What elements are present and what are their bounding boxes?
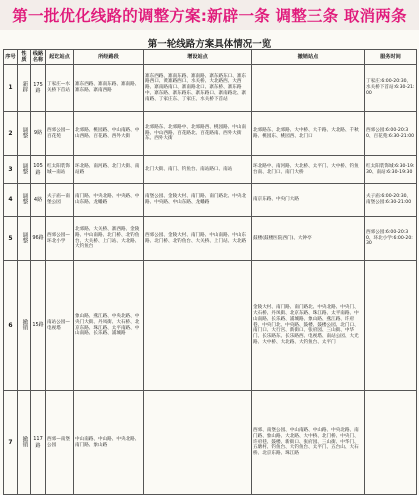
row-type xyxy=(18,261,31,391)
headline: 第一批优化线路的调整方案:新辟一条 调整三条 取消两条 xyxy=(12,7,407,25)
row-removed-stops: 北郊路东、北郊路、大中桥、大千路、大北路、千秋路、桃园东、桃园西、北门口 xyxy=(252,112,365,156)
row-no: 1 xyxy=(4,65,18,112)
row-no: 4 xyxy=(4,184,18,217)
header-endpoints: 起讫站点 xyxy=(46,50,74,65)
row-endpoints: 西郊公园—百花苑 xyxy=(46,112,74,156)
header-service-time: 服务时间 xyxy=(365,50,417,65)
row-type-text: 调整 xyxy=(21,162,28,174)
header-line: 线路名称 xyxy=(31,50,46,65)
table-header-row xyxy=(4,50,417,65)
row-type-text: 调整 xyxy=(21,126,28,138)
row-added-stops xyxy=(144,261,252,391)
table-row xyxy=(4,65,417,112)
row-type xyxy=(18,156,31,184)
table-title: 第一轮线路方案具体情况一览 xyxy=(147,39,272,50)
row-type-text: 撤销 xyxy=(21,318,28,330)
row-line: 4路 xyxy=(31,184,46,217)
table-row xyxy=(4,391,417,495)
row-route: 北郊路、桃园路、中山南路、中山西路、百花路、西外大街 xyxy=(74,112,144,156)
header-removed-stops: 撤销站点 xyxy=(252,50,365,65)
row-route: 环北路、南河路、北门大街、南站路 xyxy=(74,156,144,184)
row-type-text: 撤销 xyxy=(21,435,28,447)
header-added-stops: 增设站点 xyxy=(144,50,252,65)
row-line: 15路 xyxy=(31,261,46,391)
row-endpoints: 红太阳装饰城—南站 xyxy=(46,156,74,184)
headline-banner xyxy=(0,0,419,30)
row-removed-stops: 西郊、南堡公园、中山南路、中山路、中央北路、南门路、象山路、大北路、大中桥、北门桥、中央门、许府巷、鼓楼、新街口、张府园、三山街、中华门、五塘村、钓鱼台、大钓鱼台、太平门、五台山、大石桥、北京东路、珠江路 xyxy=(252,391,365,495)
row-endpoints: 西郊公园—环北小学 xyxy=(46,217,74,261)
row-line: 96路 xyxy=(31,217,46,261)
row-no: 7 xyxy=(4,391,18,495)
row-endpoints: 夫子庙—南堡公园 xyxy=(46,184,74,217)
row-type xyxy=(18,217,31,261)
row-type-text: 调整 xyxy=(21,231,28,243)
row-type xyxy=(18,184,31,217)
header-no: 序号 xyxy=(4,50,18,65)
table-row xyxy=(4,112,417,156)
row-type-text: 新辟 xyxy=(21,81,28,93)
row-line: 9路 xyxy=(31,112,46,156)
row-removed-stops: 金陵大村、南门路、南门路北、中央北路、中央门、大石桥、丹凤街、北京东路、珠江路、太平南路、中山南路、长乐路、浦城路、象山路、燕江路、许府巷、中央门北、中央路、鼓楼、鼓楼公园、北门口、南门口、大行宫、新街口、张府园、三山街、中华门、长乐路东、长乐路西、电视塔、南站公园、大光路、大中桥、大北路、大钓鱼台、太平门 xyxy=(252,261,365,391)
row-added-stops xyxy=(144,391,252,495)
row-type xyxy=(18,391,31,495)
row-line: 117路 xyxy=(31,391,46,495)
row-endpoints: 南站公园—电视塔 xyxy=(46,261,74,391)
table-row xyxy=(4,156,417,184)
row-endpoints: 西郊—南堡公园 xyxy=(46,391,74,495)
table-row xyxy=(4,217,417,261)
row-route: 象山路、燕江路、中央北路、中央门大街、丹凤街、大石桥、北京东路、珠江路、太平南路、中山南路、长乐路、浦城路 xyxy=(74,261,144,391)
row-line: 105路 xyxy=(31,156,46,184)
route-plan-table xyxy=(3,49,417,495)
row-service-time xyxy=(365,391,417,495)
row-added-stops: 北郊路东、北郊路中、北郊路西、桃园路、中山南路、中山西路、百花路北、百花路南、西外大街东、西外大街 xyxy=(144,112,252,156)
row-removed-stops: 鼓楼(鼓楼医院西门)、大钟亭 xyxy=(252,217,365,261)
row-type xyxy=(18,65,31,112)
row-route: 北郊路、大关桥、寨西路、金陵路、中山南路、北门桥、北钓鱼台、大关桥、上门站、大北路、大钓鱼台 xyxy=(74,217,144,261)
row-added-stops: 北门大街、南门、钓鱼台、南站路口、南站 xyxy=(144,156,252,184)
row-route: 中山南路、中山路、中央北路、南门路、象山路 xyxy=(74,391,144,495)
row-no: 3 xyxy=(4,156,18,184)
row-service-time: 丁家庄:6:00-20:30、水关桥下首站:6:30-21:00 xyxy=(365,65,417,112)
row-route: 南门路、中央北路、中央路、中山东路、龙蟠路 xyxy=(74,184,144,217)
row-service-time: 夫子庙:6:00-20:30、南堡公园:6:30-21:00 xyxy=(365,184,417,217)
row-service-time: 西郊公园:6:00-20:30、百花苑:6:30-21:00 xyxy=(365,112,417,156)
row-service-time xyxy=(365,261,417,391)
row-added-stops: 西郊公园、金陵大村、南门路、中山南路、中山东路、北门桥、北钓鱼台、大关桥、上门站、大北路 xyxy=(144,217,252,261)
table-row xyxy=(4,261,417,391)
row-route: 寨东西路、寨南东路、寨南路、寨东路、寨南西路 xyxy=(74,65,144,112)
row-line: 175路 xyxy=(31,65,46,112)
row-removed-stops xyxy=(252,65,365,112)
row-service-time: 红太阳装饰城:6:30-19:30、南站:6:30-19:30 xyxy=(365,156,417,184)
row-no: 6 xyxy=(4,261,18,391)
row-removed-stops: 环北路中、南河路、大北桥、太平门、大中桥、钓鱼台南、北门口、南门大桥 xyxy=(252,156,365,184)
row-added-stops: 寨东西路、寨南东路、寨南路、寨东路东口、寨东路西口、黄寨路西口、水关桥、大北路西、大西路、寨南路南口、寨南路北口、寨东桥、寨东路中、寨东路、寨东路东、寨东路口、寨南路北、寨南路、丁家庄东、丁家庄、水关桥下首站 xyxy=(144,65,252,112)
row-type-text: 调整 xyxy=(21,193,28,205)
table-row xyxy=(4,184,417,217)
row-no: 2 xyxy=(4,112,18,156)
row-type xyxy=(18,112,31,156)
row-added-stops: 南堡公园、金陵大村、南门路、南门路北、中央北路、中央路、中山东路、龙蟠路 xyxy=(144,184,252,217)
row-endpoints: 丁家庄—水关桥下首站 xyxy=(46,65,74,112)
header-route: 所经路段 xyxy=(74,50,144,65)
row-no: 5 xyxy=(4,217,18,261)
row-removed-stops: 南京东路、中央门大路 xyxy=(252,184,365,217)
row-service-time: 西郊公园:6:00-20:30、环北小学:6:00-20:30 xyxy=(365,217,417,261)
header-type: 性质 xyxy=(18,50,31,65)
